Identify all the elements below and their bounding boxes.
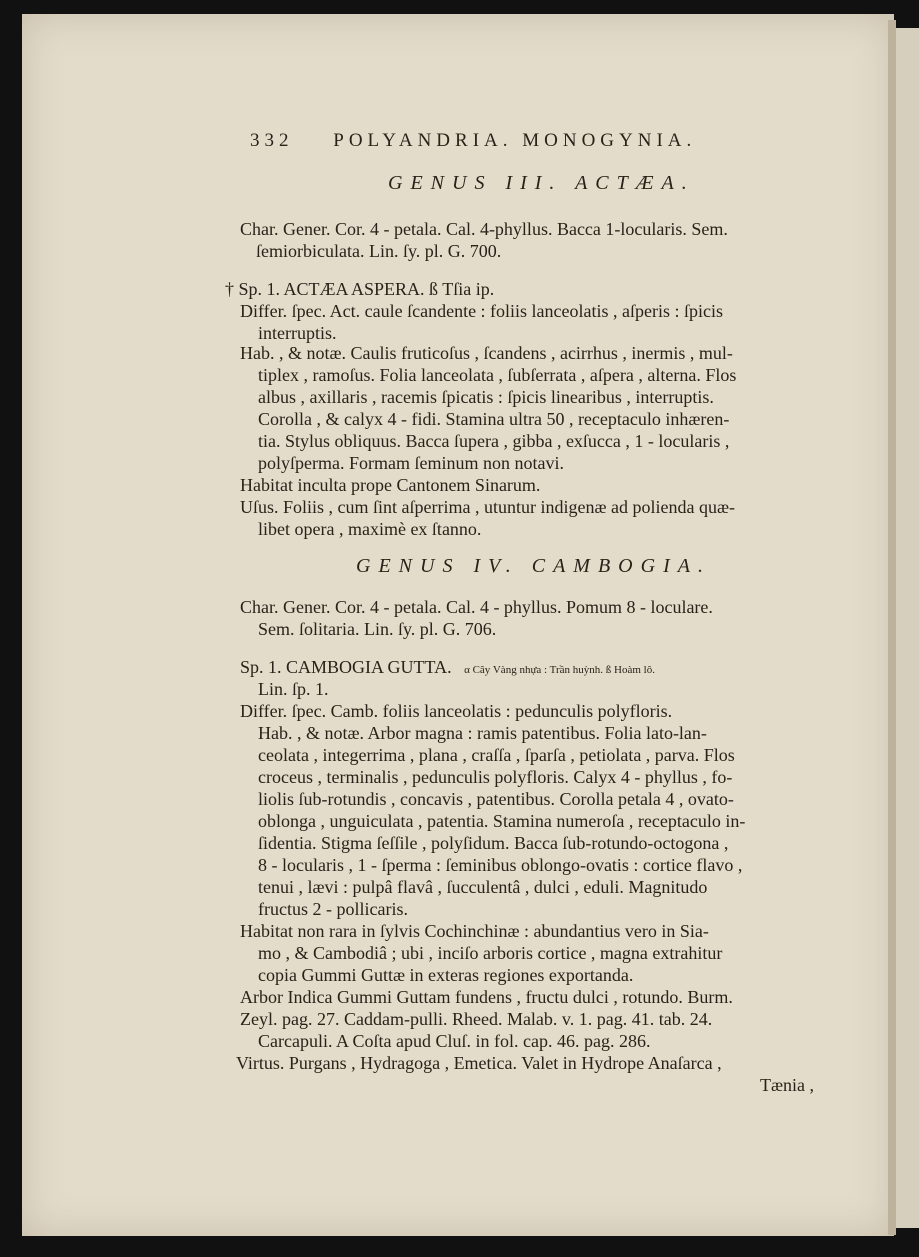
header-title: POLYANDRIA. MONOGYNIA. [333,130,697,151]
text-line: fructus 2 - pollicaris. [258,899,408,919]
text-line: libet opera , maximè ex ſtanno. [258,519,482,539]
page-number: 332 [250,130,294,151]
text-line: Differ. ſpec. Act. caule ſcandente : foliis lanceolatis , aſperis : ſpicis [240,301,724,321]
text-line: Habitat inculta prope Cantonem Sinarum. [240,475,541,495]
next-page-edge [896,28,919,1228]
text-line: Hab. , & notæ. Caulis fruticoſus , ſcandens , acirrhus , inermis , mul- [240,343,733,363]
vernacular-names: α Cây Vàng nhựa : Trần huỳnh. ß Hoàm lô. [464,664,655,676]
text-line: polyſperma. Formam ſeminum non notavi. [258,453,564,473]
text-line: oblonga , unguiculata , patentia. Stamina numeroſa , receptaculo in- [258,811,746,831]
text-line: Zeyl. pag. 27. Caddam-pulli. Rheed. Malab. v. 1. pag. 41. tab. 24. [240,1009,713,1029]
species-name: Sp. 1. CAMBOGIA GUTTA. [240,657,452,677]
text-line: croceus , terminalis , pedunculis polyfloris. Calyx 4 - phyllus , fo- [258,767,733,787]
text-line: copia Gummi Guttæ in exteras regiones exportanda. [258,965,634,985]
text-line: Char. Gener. Cor. 4 - petala. Cal. 4-phyllus. Bacca 1-locularis. Sem. [240,219,728,239]
catchword: Tænia , [760,1075,814,1095]
text-line: Virtus. Purgans , Hydragoga , Emetica. Valet in Hydrope Anaſarca , [236,1053,722,1073]
text-line: tenui , lævi : pulpâ flavâ , ſucculentâ , dulci , eduli. Magnitudo [258,877,708,897]
text-line: Hab. , & notæ. Arbor magna : ramis patentibus. Folia lato-lan- [258,723,707,743]
text-line: Arbor Indica Gummi Guttam fundens , fructu dulci , rotundo. Burm. [240,987,733,1007]
text-line: tia. Stylus obliquus. Bacca ſupera , gibba , exſucca , 1 - locularis , [258,431,730,451]
text-line: interruptis. [258,323,337,343]
text-line: Uſus. Foliis , cum ſint aſperrima , utuntur indigenæ ad polienda quæ- [240,497,735,517]
text-line: Carcapuli. A Coſta apud Cluſ. in fol. cap. 46. pag. 286. [258,1031,651,1051]
genus-heading: GENUS IV. CAMBOGIA. [356,555,711,577]
species-heading: † Sp. 1. ACTÆA ASPERA. ß Tſia ip. [225,279,495,299]
text-line: albus , axillaris , racemis ſpicatis : ſpicis linearibus , interruptis. [258,387,714,407]
text-line: 8 - locularis , 1 - ſperma : ſeminibus oblongo-ovatis : cortice flavo , [258,855,743,875]
running-header [250,130,696,152]
text-line: Sem. ſolitaria. Lin. ſy. pl. G. 706. [258,619,497,639]
genus-heading: GENUS III. ACTÆA. [388,172,695,194]
text-line: Corolla , & calyx 4 - fidi. Stamina ultra 50 , receptaculo inhæren- [258,409,730,429]
page-edge [888,20,896,1235]
text-line: ſemiorbiculata. Lin. ſy. pl. G. 700. [256,241,502,261]
text-line: liolis ſub-rotundis , concavis , patentibus. Corolla petala 4 , ovato- [258,789,734,809]
text-line: mo , & Cambodiâ ; ubi , inciſo arboris cortice , magna extrahitur [258,943,723,963]
text-line: Habitat non rara in ſylvis Cochinchinæ : abundantius vero in Sia- [240,921,709,941]
text-line: Lin. ſp. 1. [258,679,329,699]
text-line: ſidentia. Stigma ſeſſile , polyſidum. Bacca ſub-rotundo-octogona , [258,833,729,853]
text-line: tiplex , ramoſus. Folia lanceolata , ſubſerrata , aſpera , alterna. Flos [258,365,737,385]
text-line: Differ. ſpec. Camb. foliis lanceolatis : pedunculis polyfloris. [240,701,673,721]
text-line: ceolata , integerrima , plana , craſſa , ſparſa , petiolata , parva. Flos [258,745,735,765]
text-line: Char. Gener. Cor. 4 - petala. Cal. 4 - phyllus. Pomum 8 - loculare. [240,597,713,617]
